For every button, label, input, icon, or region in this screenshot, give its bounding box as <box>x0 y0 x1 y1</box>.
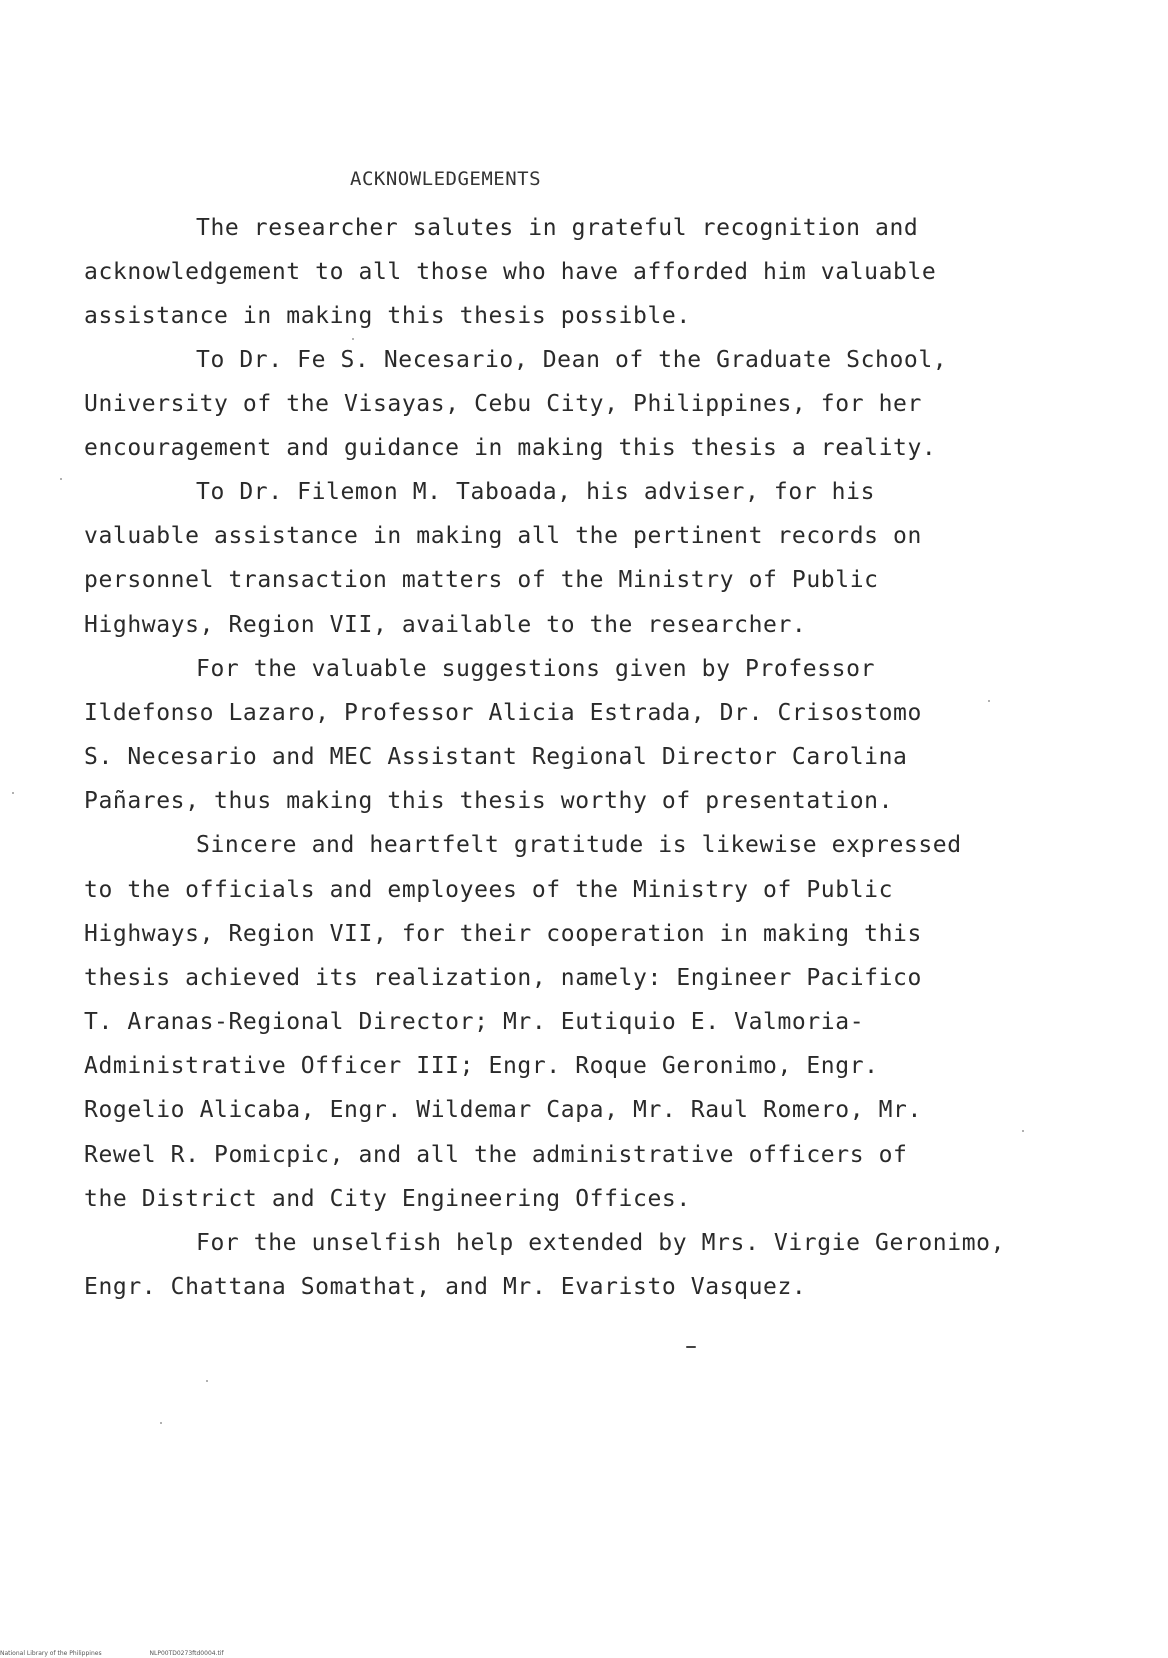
text-line: T. Aranas-Regional Director; Mr. Eutiquio E. Valmoria- <box>84 1009 865 1035</box>
scan-speck <box>988 700 990 702</box>
text-line: Rogelio Alicaba, Engr. Wildemar Capa, Mr. Raul Romero, Mr. <box>84 1097 922 1123</box>
text-line: To Dr. Filemon M. Taboada, his adviser, for his <box>196 479 876 505</box>
text-line: S. Necesario and MEC Assistant Regional Director Carolina <box>84 744 908 770</box>
scan-speck <box>686 1346 696 1348</box>
scan-footer <box>0 1650 270 1657</box>
text-line: personnel transaction matters of the Ministry of Public <box>84 567 879 593</box>
text-line: Engr. Chattana Somathat, and Mr. Evaristo Vasquez. <box>84 1274 807 1300</box>
text-line: acknowledgement to all those who have afforded him valuable <box>84 259 937 285</box>
text-line: Administrative Officer III; Engr. Roque Geronimo, Engr. <box>84 1053 879 1079</box>
text-line: University of the Visayas, Cebu City, Philippines, for her <box>84 391 922 417</box>
text-line: Highways, Region VII, for their cooperation in making this <box>84 921 922 947</box>
scan-speck <box>60 478 62 480</box>
footer-file: NLP00TD0273ftd0004.tif <box>149 1650 224 1657</box>
scan-speck <box>1022 1130 1024 1132</box>
page-title: ACKNOWLEDGEMENTS <box>350 168 542 190</box>
text-line: Rewel R. Pomicpic, and all the administrative officers of <box>84 1142 908 1168</box>
scan-speck <box>160 1422 162 1424</box>
text-line: For the unselfish help extended by Mrs. Virgie Geronimo, <box>196 1230 1006 1256</box>
scan-speck <box>352 338 354 340</box>
text-line: to the officials and employees of the Ministry of Public <box>84 877 894 903</box>
text-line: thesis achieved its realization, namely: Engineer Pacifico <box>84 965 922 991</box>
text-line: Sincere and heartfelt gratitude is likewise expressed <box>196 832 962 858</box>
text-line: Highways, Region VII, available to the researcher. <box>84 612 807 638</box>
text-line: For the valuable suggestions given by Professor <box>196 656 876 682</box>
scan-speck <box>12 792 14 794</box>
scan-speck <box>206 1380 208 1382</box>
text-line: The researcher salutes in grateful recognition and <box>196 215 919 241</box>
text-line: To Dr. Fe S. Necesario, Dean of the Graduate School, <box>196 347 948 373</box>
text-line: Pañares, thus making this thesis worthy of presentation. <box>84 788 894 814</box>
footer-library: National Library of the Philippines <box>0 1650 102 1657</box>
text-line: valuable assistance in making all the pertinent records on <box>84 523 922 549</box>
text-line: encouragement and guidance in making this thesis a reality. <box>84 435 937 461</box>
text-line: assistance in making this thesis possible. <box>84 303 691 329</box>
text-line: Ildefonso Lazaro, Professor Alicia Estrada, Dr. Crisostomo <box>84 700 922 726</box>
text-line: the District and City Engineering Offices. <box>84 1186 691 1212</box>
